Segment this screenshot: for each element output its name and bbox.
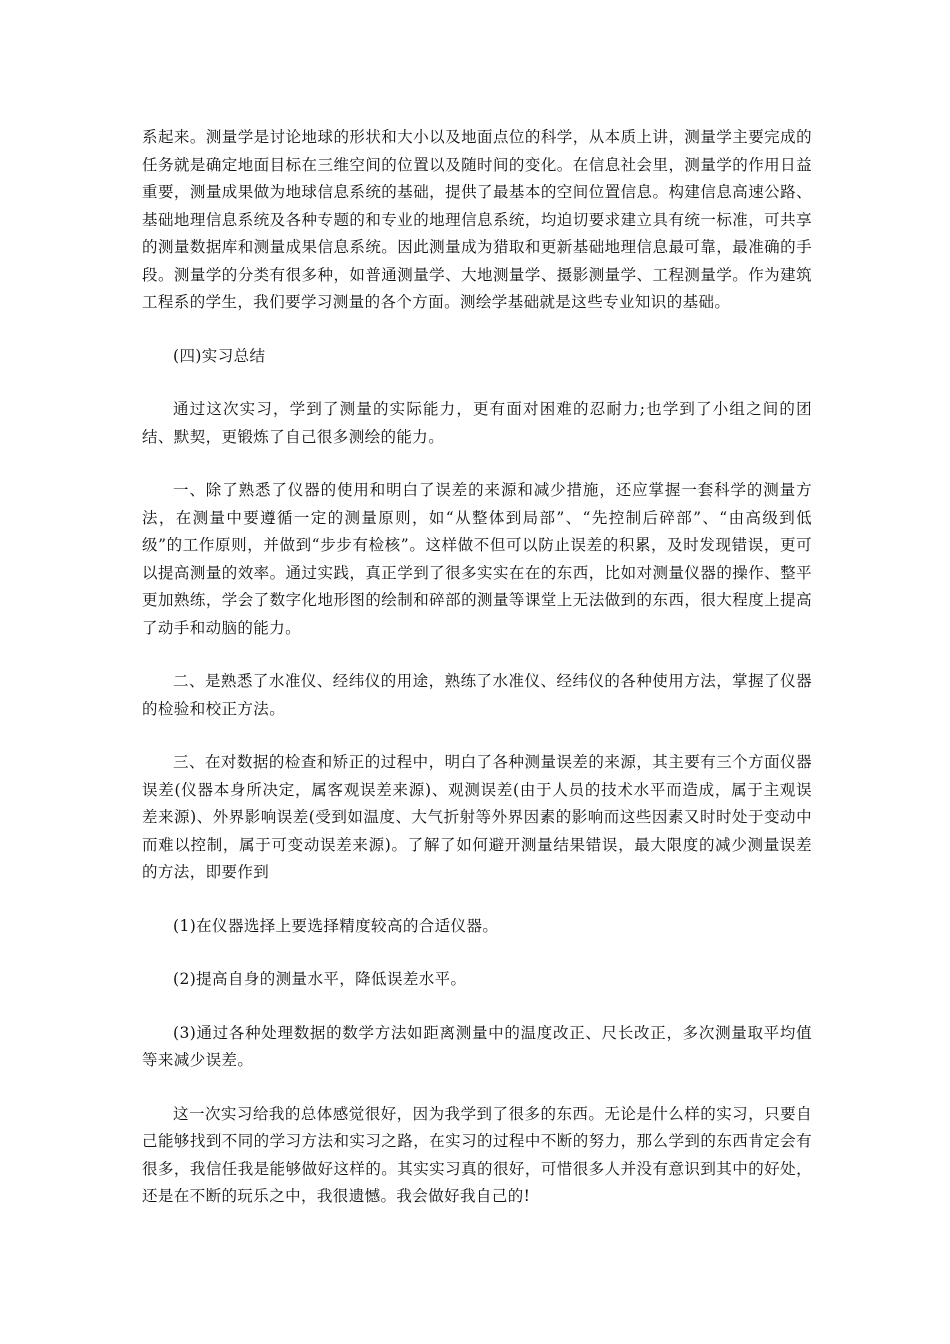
list-item-3: (3)通过各种处理数据的数学方法如距离测量中的温度改正、尺长改正，多次测量取平均值等来减少误差。	[142, 1023, 812, 1069]
document-body	[142, 124, 812, 1237]
paragraph-point-one: 一、除了熟悉了仪器的使用和明白了误差的来源和减少措施，还应掌握一套科学的测量方法，在测量中要遵循一定的测量原则，如“从整体到局部”、“先控制后碎部”、“由高级到低级”的工作原则，并做到“步步有检核”。这样做不但可以防止误差的积累，及时发现错误，更可以提高测量的效率。通过实践，真正学到了很多实实在在的东西，比如对测量仪器的操作、整平更加熟练，学会了数字化地形图的绘制和碎部的测量等课堂上无法做到的东西，很大程度上提高了动手和动脑的能力。	[142, 481, 812, 637]
paragraph-point-two: 二、是熟悉了水准仪、经纬仪的用途，熟练了水准仪、经纬仪的各种使用方法，掌握了仪器的检验和校正方法。	[142, 672, 812, 718]
list-item-2: (2)提高自身的测量水平，降低误差水平。	[173, 970, 467, 988]
paragraph-summary: 通过这次实习，学到了测量的实际能力，更有面对困难的忍耐力;也学到了小组之间的团结、默契，更锻炼了自己很多测绘的能力。	[142, 400, 812, 446]
paragraph-intro-continued: 系起来。测量学是讨论地球的形状和大小以及地面点位的科学，从本质上讲，测量学主要完成的任务就是确定地面目标在三维空间的位置以及随时间的变化。在信息社会里，测量学的作用日益重要，测量成果做为地球信息系统的基础，提供了最基本的空间位置信息。构建信息高速公路、基础地理信息系统及各种专题的和专业的地理信息系统，均迫切要求建立具有统一标准，可共享的测量数据库和测量成果信息系统。因此测量成为猎取和更新基础地理信息最可靠，最准确的手段。测量学的分类有很多种，如普通测量学、大地测量学、摄影测量学、工程测量学。作为建筑工程系的学生，我们要学习测量的各个方面。测绘学基础就是这些专业知识的基础。	[142, 128, 812, 311]
paragraph-point-three: 三、在对数据的检查和矫正的过程中，明白了各种测量误差的来源，其主要有三个方面仪器误差(仪器本身所决定，属客观误差来源)、观测误差(由于人员的技术水平而造成，属于主观误差来源)、外界影响误差(受到如温度、大气折射等外界因素的影响而这些因素又时时处于变动中而难以控制，属于可变动误差来源)。了解了如何避开测量结果错误，最大限度的减少测量误差的方法，即要作到	[142, 753, 812, 881]
paragraph-conclusion: 这一次实习给我的总体感觉很好，因为我学到了很多的东西。无论是什么样的实习，只要自己能够找到不同的学习方法和实习之路，在实习的过程中不断的努力，那么学到的东西肯定会有很多，我信任我是能够做好这样的。其实实习真的很好，可惜很多人并没有意识到其中的好处，还是在不断的玩乐之中，我很遗憾。我会做好我自己的!	[142, 1104, 812, 1205]
list-item-1: (1)在仪器选择上要选择精度较高的合适仪器。	[173, 916, 499, 935]
section-heading-summary: (四)实习总结	[173, 346, 266, 365]
